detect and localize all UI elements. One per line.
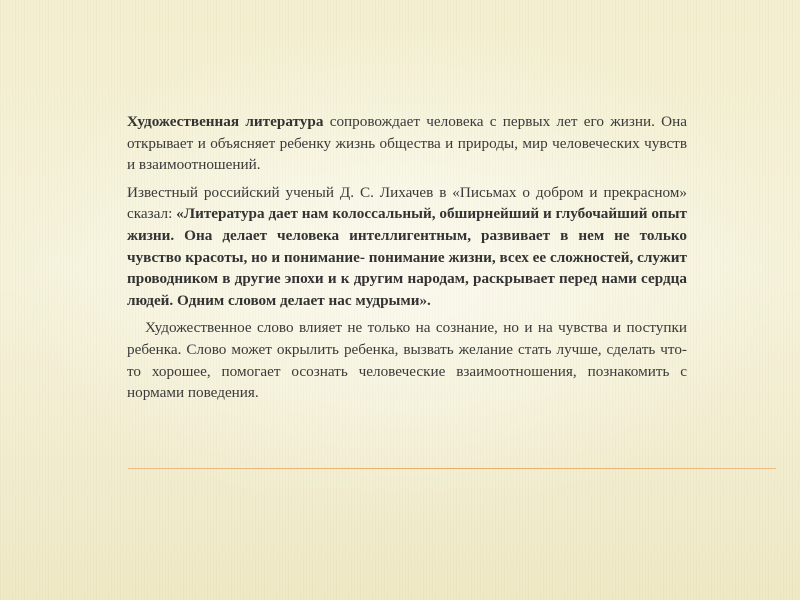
term-fiction-bold: Художественная литература (127, 113, 324, 130)
paragraph-conclusion: Художественное слово влияет не только на сознание, но и на чувства и поступки ребенка. Слово может окрылить ребенка, вызвать желание стать лучше, сделать что-то хорошее, помогает осознать человеческие взаимоотношения, познакомить с нормами поведения. (127, 319, 687, 402)
slide-text-block (127, 111, 687, 404)
paragraph-intro-text: сопровождает человека с первых лет его жизни. Она открывает и объясняет ребенку жизнь общества и природы, мир человеческих чувств и взаимоотношений. (127, 113, 687, 174)
divider-line (128, 468, 776, 469)
likhachev-quote-bold: «Литература дает нам колоссальный, обширнейший и глубочайший опыт жизни. Она делает человека интеллигентным, развивает в нем не только чувство красоты, но и понимание- понимание жизни, всех ее сложностей, служит проводником в другие эпохи и к другим народам, раскрывает перед нами сердца людей. Одним словом делает нас мудрыми». (127, 205, 687, 309)
paragraph-intro (127, 111, 687, 176)
quote-intro-text: Известный российский ученый Д. С. Лихачев в «Письмах о добром и прекрасном» сказал: (127, 183, 687, 223)
paragraph-quote (127, 182, 687, 312)
